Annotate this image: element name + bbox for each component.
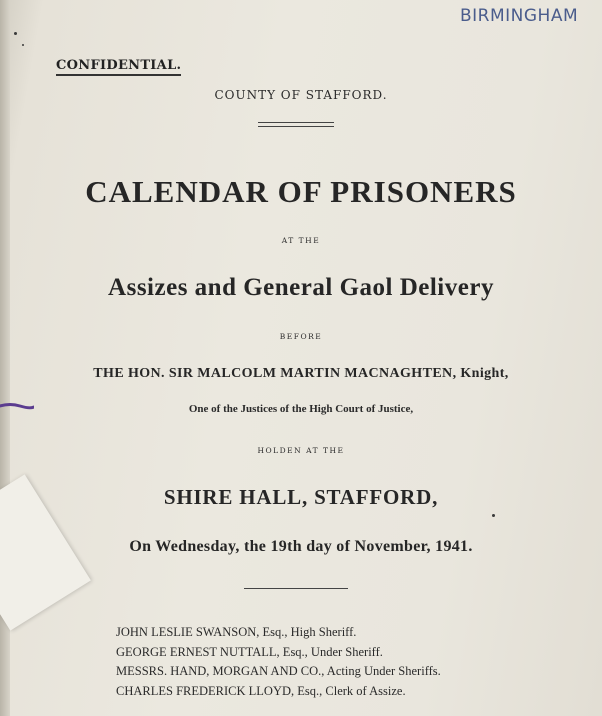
document-title: CALENDAR OF PRISONERS (85, 174, 517, 209)
at-the-text: AT THE (281, 236, 321, 245)
ink-speck (22, 44, 24, 46)
judge-name: THE HON. SIR MALCOLM MARTIN MACNAGHTEN, Knight, (93, 366, 509, 381)
venue-heading: SHIRE HALL, STAFFORD, (163, 485, 439, 509)
judge-office: One of the Justices of the High Court of Justice, (188, 403, 414, 415)
double-rule-divider (258, 122, 334, 127)
session-date: On Wednesday, the 19th day of November, 1941. (129, 538, 473, 555)
birmingham-stamp: BIRMINGHAM (460, 6, 579, 26)
assizes-heading: Assizes and General Gaol Delivery (108, 274, 494, 301)
confidential-label: CONFIDENTIAL. (56, 58, 181, 76)
official-acting-under-sheriffs: MESSRS. HAND, MORGAN AND CO., Acting Under Sheriffs. (116, 664, 441, 678)
before-text: BEFORE (279, 332, 323, 341)
officials-list (116, 623, 441, 701)
official-under-sheriff: GEORGE ERNEST NUTTALL, Esq., Under Sheriff. (116, 644, 383, 659)
ink-speck (14, 32, 17, 35)
county-heading: COUNTY OF STAFFORD. (214, 88, 388, 102)
holden-at-text: HOLDEN AT THE (257, 446, 345, 455)
official-high-sheriff: JOHN LESLIE SWANSON, Esq., High Sheriff. (116, 625, 357, 639)
ink-speck (492, 514, 495, 517)
official-clerk-of-assize: CHARLES FREDERICK LLOYD, Esq., Clerk of Assize. (116, 683, 406, 698)
rule-divider (244, 588, 348, 589)
